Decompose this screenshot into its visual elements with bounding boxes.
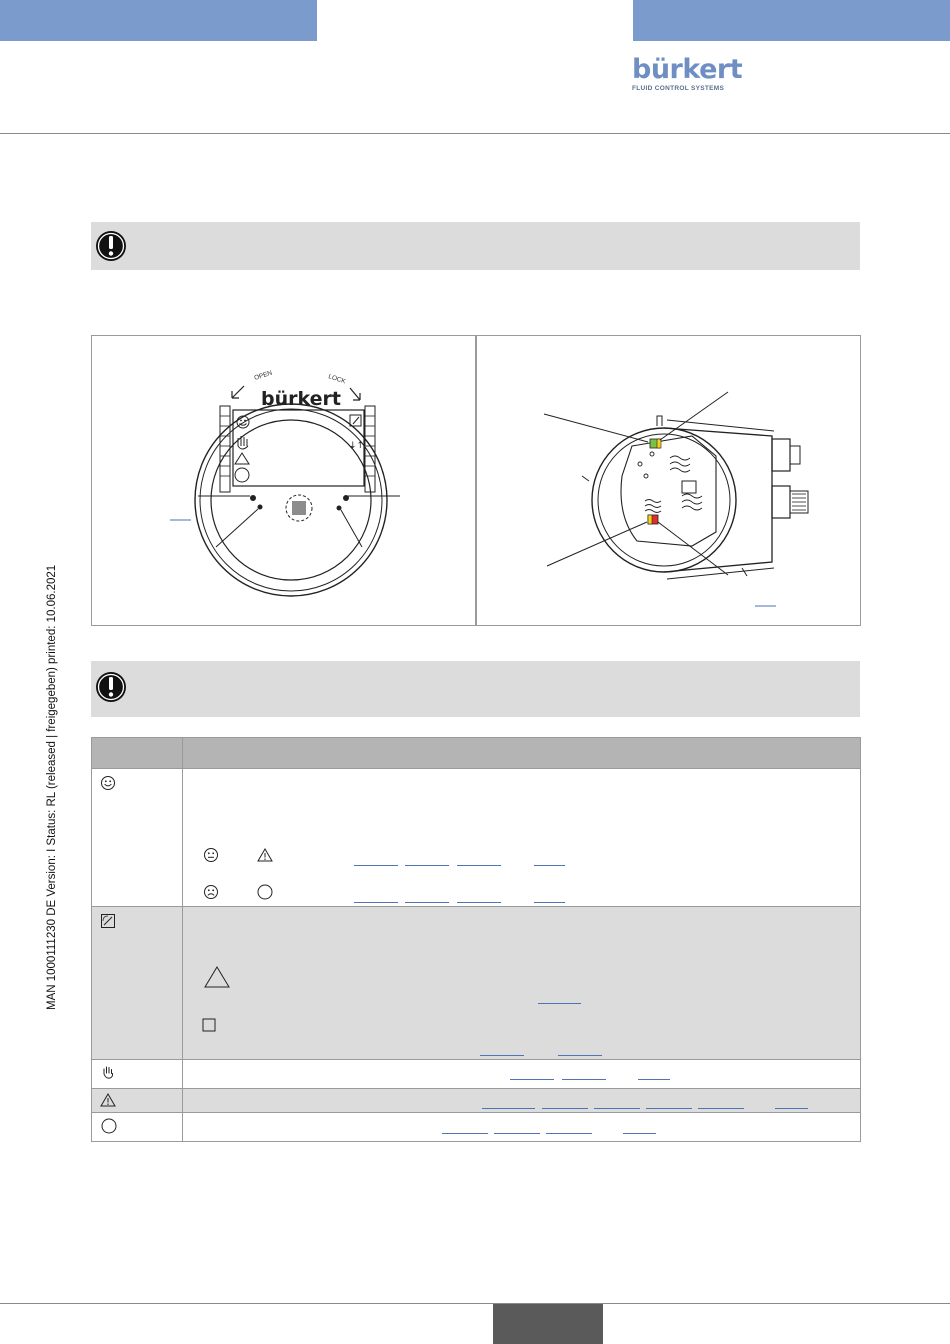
device-illustration (92, 336, 860, 625)
reference-link[interactable] (510, 1079, 554, 1080)
circle-icon (100, 1117, 118, 1135)
reference-link[interactable] (405, 865, 449, 866)
table-cell-content (183, 1089, 861, 1113)
reference-link[interactable] (546, 1133, 592, 1134)
open-label: OPEN (253, 369, 274, 382)
gauge-icon (100, 913, 116, 929)
note-box-bottom (91, 661, 860, 717)
triangle-outline-icon (203, 965, 231, 989)
table-cell-icon (92, 1089, 183, 1113)
square-outline-icon (202, 1018, 216, 1032)
warning-triangle-icon (257, 848, 273, 862)
reference-link[interactable] (623, 1133, 656, 1134)
warning-triangle-icon (100, 1093, 116, 1107)
reference-link[interactable] (405, 902, 449, 903)
smiley-icon (100, 775, 116, 791)
reference-link[interactable] (534, 902, 565, 903)
reference-link[interactable] (494, 1133, 540, 1134)
device-rear-view (544, 392, 808, 606)
reference-link[interactable] (594, 1108, 640, 1109)
neutral-face-icon (203, 847, 219, 863)
table-cell-content (183, 769, 861, 907)
table-cell-content (183, 907, 861, 1060)
open-arrow-icon (232, 386, 244, 398)
table-row-hand (92, 1060, 861, 1089)
header-band-left (0, 0, 317, 41)
lock-arrow-icon (350, 388, 360, 400)
reference-link[interactable] (562, 1079, 606, 1080)
table-header-description (183, 738, 861, 769)
table-row-smiley (92, 769, 861, 907)
display-brand: bürkert (261, 388, 341, 410)
display-front-view (170, 369, 400, 596)
footer-rule (0, 1303, 950, 1304)
exclamation-icon (91, 222, 131, 270)
reference-link[interactable] (354, 902, 398, 903)
sad-face-icon (203, 884, 219, 900)
table-cell-icon (92, 769, 183, 907)
table-row-circle (92, 1113, 861, 1142)
display-arrows-icon: ↓↑ (349, 441, 365, 451)
reference-link[interactable] (646, 1108, 692, 1109)
display-circle-icon (235, 468, 249, 482)
center-button (292, 501, 306, 515)
reference-link[interactable] (354, 865, 398, 866)
reference-link[interactable] (442, 1133, 488, 1134)
table-row-warning (92, 1089, 861, 1113)
exclamation-icon (91, 661, 131, 717)
led-yellow-icon (657, 439, 661, 448)
reference-link[interactable] (698, 1108, 744, 1109)
burkert-logo (632, 54, 743, 92)
reference-link[interactable] (538, 1003, 581, 1004)
reference-link[interactable] (482, 1108, 535, 1109)
table-cell-content (183, 1113, 861, 1142)
table-row-gauge (92, 907, 861, 1060)
reference-link[interactable] (457, 902, 501, 903)
lock-label: LOCK (327, 373, 347, 386)
symbol-table (91, 737, 861, 1142)
reference-link[interactable] (457, 865, 501, 866)
circle-icon (256, 883, 274, 901)
note-box-top (91, 222, 860, 270)
header-rule (0, 133, 950, 134)
reference-link[interactable] (638, 1079, 670, 1080)
display-gauge-icon (350, 415, 361, 426)
reference-link[interactable] (542, 1108, 588, 1109)
button-dot-left (250, 495, 256, 501)
device-figure (91, 335, 861, 626)
table-header-row (92, 738, 861, 769)
display-warning-icon (235, 453, 249, 464)
reference-link[interactable] (775, 1108, 808, 1109)
header-band-right (633, 0, 950, 41)
document-status-text: MAN 1000111230 DE Version: I Status: RL (released | freigegeben) printed: 10.06.2021 (46, 564, 58, 1010)
table-cell-icon (92, 907, 183, 1060)
reference-link[interactable] (480, 1055, 524, 1056)
display-hand-icon (238, 436, 248, 449)
table-cell-icon (92, 1113, 183, 1142)
display-smiley-icon (237, 416, 249, 428)
logo-wordmark: bürkert (632, 54, 743, 85)
hand-icon (100, 1064, 116, 1080)
reference-link[interactable] (558, 1055, 602, 1056)
table-cell-content (183, 1060, 861, 1089)
logo-subtitle: FLUID CONTROL SYSTEMS (632, 85, 725, 92)
page-number-tab (493, 1304, 603, 1344)
reference-link[interactable] (534, 865, 565, 866)
table-header-symbol (92, 738, 183, 769)
table-cell-icon (92, 1060, 183, 1089)
display-screen (233, 410, 364, 486)
